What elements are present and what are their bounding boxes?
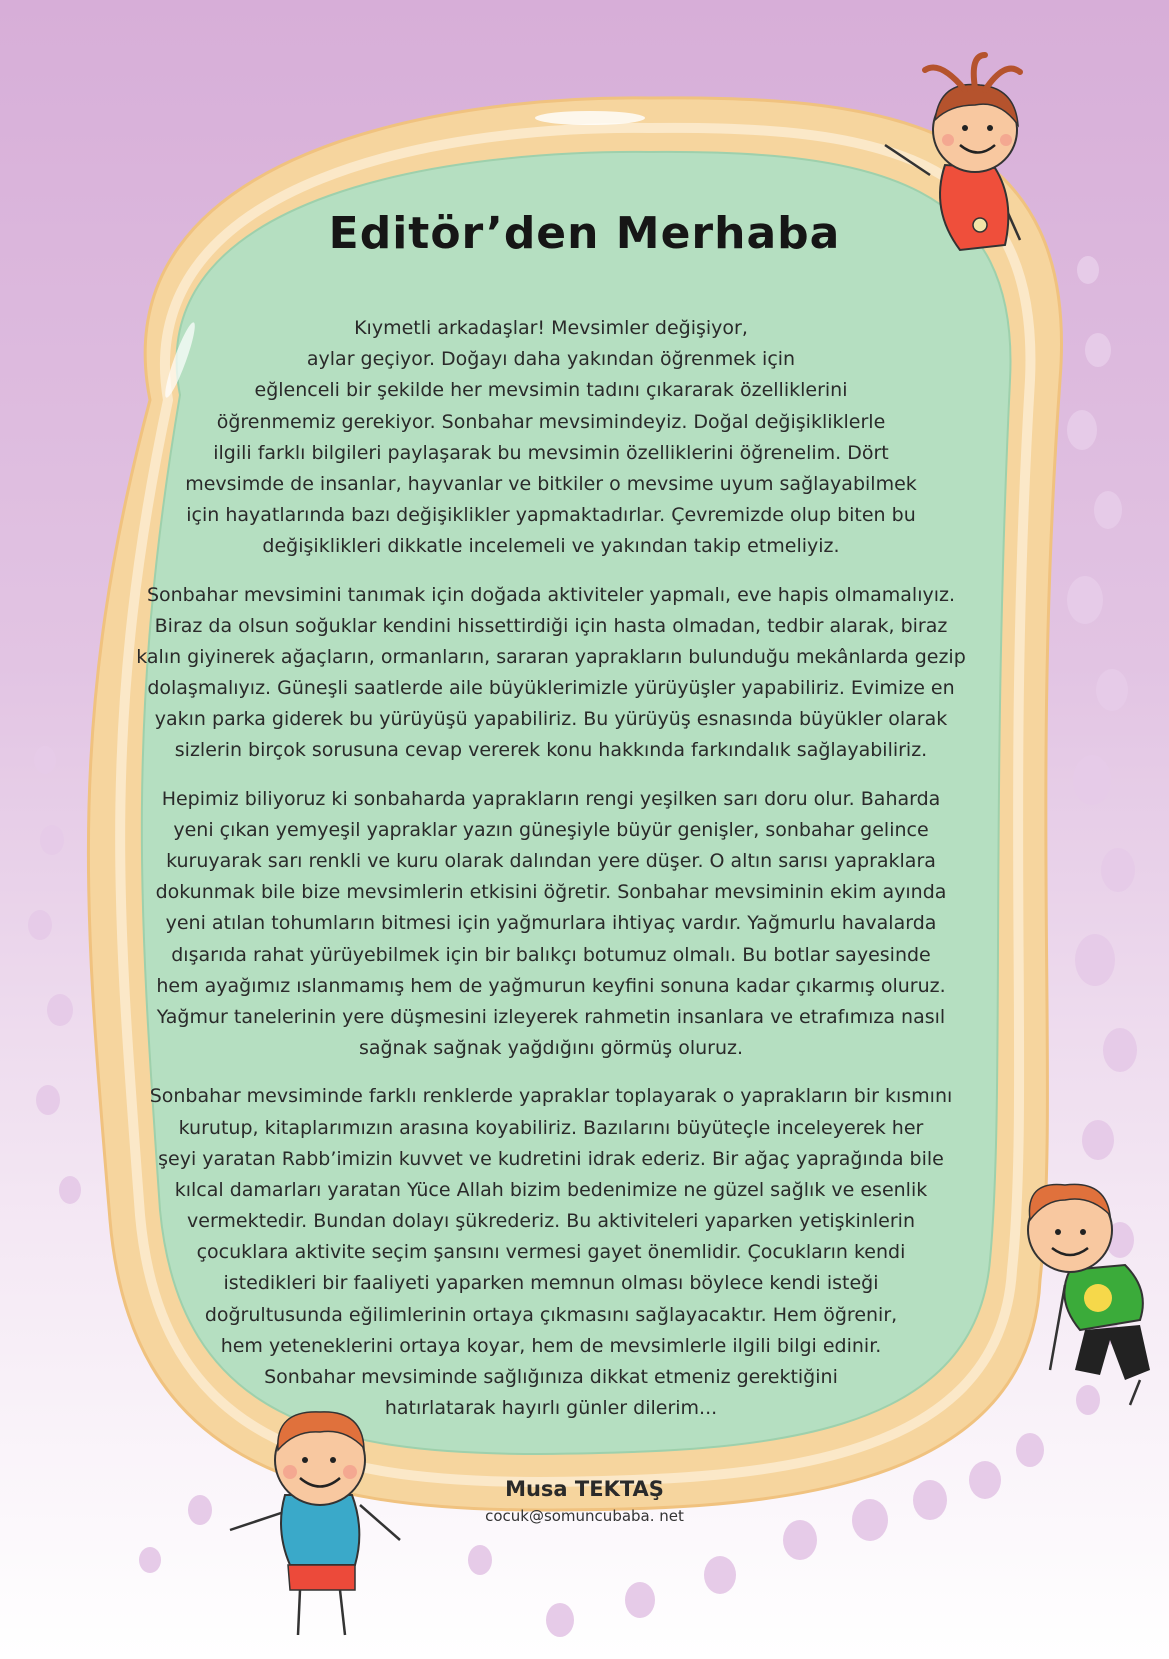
text-line: şeyi yaratan Rabb’imizin kuvvet ve kudretini idrak ederiz. Bir ağaç yaprağında bile [158,1147,944,1170]
text-line: öğrenmemiz gerekiyor. Sonbahar mevsimindeyiz. Doğal değişikliklerle [216,410,886,433]
author-email: cocuk@somuncubaba. net [485,1507,684,1525]
text-line: ilgili farklı bilgileri paylaşarak bu mevsimin özelliklerini öğrenelim. Dört [213,441,889,464]
text-line: aylar geçiyor. Doğayı daha yakından öğrenmek için [306,348,796,371]
text-line: kuruyarak sarı renkli ve kuru olarak dalından yere düşer. O altın sarısı yapraklara [166,850,936,872]
text-line: kalın giyinerek ağaçların, ormanların, sararan yaprakların bulunduğu mekânlarda gezip [136,645,966,668]
text-line: doğrultusunda eğilimlerinin ortaya çıkmasını sağlayacaktır. Hem öğrenir, [204,1303,898,1326]
text-line: çocuklara aktivite seçim şansını vermesi gayet önemlidir. Çocukların kendi [196,1241,906,1264]
editorial-body [120,313,982,1441]
page-title: Editör’den Merhaba [328,208,841,259]
text-line: hatırlatarak hayırlı günler dilerim... [384,1397,718,1420]
text-line: Sonbahar mevsiminde sağlığınıza dikkat etmeniz gerektiğini [264,1366,838,1388]
text-line: Hepimiz biliyoruz ki sonbaharda yaprakların rengi yeşilken sarı doru olur. Baharda [161,787,941,810]
paragraph [120,313,982,563]
author-name: Musa TEKTAŞ [505,1477,664,1501]
text-line: yakın parka giderek bu yürüyüşü yapabiliriz. Bu yürüyüş esnasında büyükler olarak [154,708,948,731]
paragraph [120,784,982,1065]
author-block [0,1477,1169,1525]
paragraph [120,580,982,767]
text-line: dışarıda rahat yürüyebilmek için bir balıkçı botumuz olmalı. Bu botlar sayesinde [171,943,931,966]
text-line: sağnak sağnak yağdığını görmüş oluruz. [358,1037,744,1060]
boy-illustration-right [1028,1184,1150,1405]
text-line: istedikleri bir faaliyeti yaparken memnun olması böylece kendi isteği [223,1272,879,1295]
paragraph [120,1081,982,1424]
text-line: Sonbahar mevsimini tanımak için doğada aktiviteler yapmalı, eve hapis olmamalıyız. [146,583,956,606]
text-line: yeni çıkan yemyeşil yapraklar yazın güneşiyle büyür genişler, sonbahar gelince [173,818,929,841]
text-line: yeni atılan tohumların bitmesi için yağmurlara ihtiyaç vardır. Yağmurlu havalarda [165,912,937,935]
text-line: hem ayağımız ıslanmamış hem de yağmurun keyfini sonuna kadar çıkarmış oluruz. [156,974,946,997]
frame-shine [535,111,645,125]
text-line: Sonbahar mevsiminde farklı renklerde yapraklar toplayarak o yaprakların bir kısmını [149,1085,953,1108]
text-line: dolaşmalıyız. Güneşli saatlerde aile büyüklerimizle yürüyüşler yapabiliriz. Evimize en [147,677,955,700]
text-line: dokunmak bile bize mevsimlerin etkisini öğretir. Sonbahar mevsiminin ekim ayında [155,881,947,904]
text-line: mevsimde de insanlar, hayvanlar ve bitkiler o mevsime uyum sağlayabilmek [185,472,917,495]
text-line: hem yeteneklerini ortaya koyar, hem de mevsimlerle ilgili bilgi edinir. [220,1334,882,1357]
text-line: eğlenceli bir şekilde her mevsimin tadını çıkararak özelliklerini [254,379,848,402]
text-line: Kıymetli arkadaşlar! Mevsimler değişiyor, [354,317,748,339]
text-line: vermektedir. Bundan dolayı şükrederiz. Bu aktiviteleri yaparken yetişkinlerin [187,1210,915,1233]
text-line: Biraz da olsun soğuklar kendini hissettirdiği için hasta olmadan, tedbir alarak, biraz [154,614,948,637]
text-line: kılcal damarları yaratan Yüce Allah bizim bedenimize ne güzel sağlık ve esenlik [174,1178,928,1201]
text-line: için hayatlarında bazı değişiklikler yapmaktadırlar. Çevremizde olup biten bu [186,504,916,527]
text-line: kurutup, kitaplarımızın arasına koyabiliriz. Bazılarını büyüteçle inceleyerek her [178,1116,924,1139]
text-line: değişiklikleri dikkatle incelemeli ve yakından takip etmeliyiz. [262,535,840,558]
text-line: sizlerin birçok sorusuna cevap vererek konu hakkında farkındalık sağlayabiliriz. [174,739,928,762]
text-line: Yağmur tanelerinin yere düşmesini izleyerek rahmetin insanlara ve etrafımıza nasıl [156,1005,946,1028]
